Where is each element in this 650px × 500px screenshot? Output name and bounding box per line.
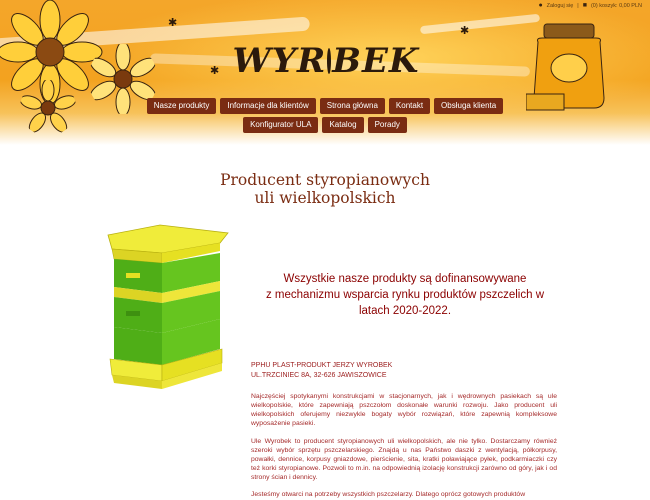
user-icon: ● [538, 2, 543, 9]
bee-icon: ✱ [168, 17, 178, 29]
company-address: UL.TRZCINIEC 8A, 32-626 JAWISZOWICE [251, 372, 387, 379]
nav-katalog[interactable]: Katalog [322, 117, 363, 133]
bee-icon: ✱ [210, 65, 220, 77]
basket-icon: ■ [582, 2, 587, 9]
company-name: PPHU PLAST-PRODUKT JERZY WYROBEK [251, 362, 393, 369]
account-bar [538, 2, 642, 9]
funding-notice-line-2: z mechanizmu wsparcia rynku produktów pszczelich w [265, 289, 545, 301]
nav-porady[interactable]: Porady [368, 117, 407, 133]
page-title [0, 171, 650, 207]
company-info [251, 361, 392, 381]
main-nav-row-1 [0, 98, 650, 114]
content-paragraph: Ule Wyrobek to producent styropianowych uli wielkopolskich, ale nie tylko. Dostarczamy również szeroki wybór sprzętu pszczelarskiego. Znajdą u nas Państwo daszki z wentylacją, półkorpusy, powałki, dennice, korpusy gniazdowe, pierścienie, sita, kratki poławiające pyłek, podkarmiaczki czy też korki styropianowe. Pozwoli to m.in. na odpowiednią izolację konstrukcji zarówno od góry, jak i od strony ścian i dennicy. [251, 438, 557, 481]
page-title-line-2: uli wielkopolskich [254, 189, 396, 207]
page-title-line-1: Producent styropianowych [220, 171, 430, 189]
funding-notice-line-1: Wszystkie nasze produkty są dofinansowywane [283, 273, 527, 285]
nav-strona-glowna[interactable]: Strona główna [320, 98, 385, 114]
separator: | [577, 2, 579, 9]
logo-text-end: BEK [332, 41, 420, 81]
nav-nasze-produkty[interactable]: Nasze produkty [147, 98, 217, 114]
handle [126, 273, 140, 278]
nav-konfigurator-ula[interactable]: Konfigurator ULA [243, 117, 318, 133]
site-logo[interactable] [232, 36, 420, 86]
cart-link[interactable]: (0) koszyk: 0,00 PLN [590, 2, 642, 9]
content-paragraph: Jesteśmy otwarci na potrzeby wszystkich pszczelarzy. Dlatego oprócz gotowych produktów [251, 491, 526, 498]
logo-text-start: WYR [232, 41, 327, 81]
login-link[interactable]: Zaloguj się [546, 2, 574, 9]
funding-notice-line-3: latach 2020-2022. [358, 305, 452, 317]
beehive-product-image [100, 221, 230, 401]
nav-obsluga-klienta[interactable]: Obsługa klienta [434, 98, 503, 114]
site-header [0, 0, 650, 145]
funding-notice [260, 271, 550, 319]
nav-informacje-dla-klientow[interactable]: Informacje dla klientów [220, 98, 315, 114]
content-paragraph: Najczęściej spotykanymi konstrukcjami w stacjonarnych, jak i wędrownych pasiekach są ule wielkopolskie, które zapewniają pszczołom doskonałe warunki rozwoju. Jako producent uli wielkopolskich oferujemy niezwykle bogaty wybór rozwiązań, które zapewnią kompleksowe wyposażenie pasieki. [251, 393, 557, 427]
nav-kontakt[interactable]: Kontakt [389, 98, 430, 114]
sunflower-logo-icon [327, 48, 331, 74]
bee-icon: ✱ [460, 25, 470, 37]
main-nav-row-2 [0, 117, 650, 133]
paint-streak [420, 14, 540, 34]
